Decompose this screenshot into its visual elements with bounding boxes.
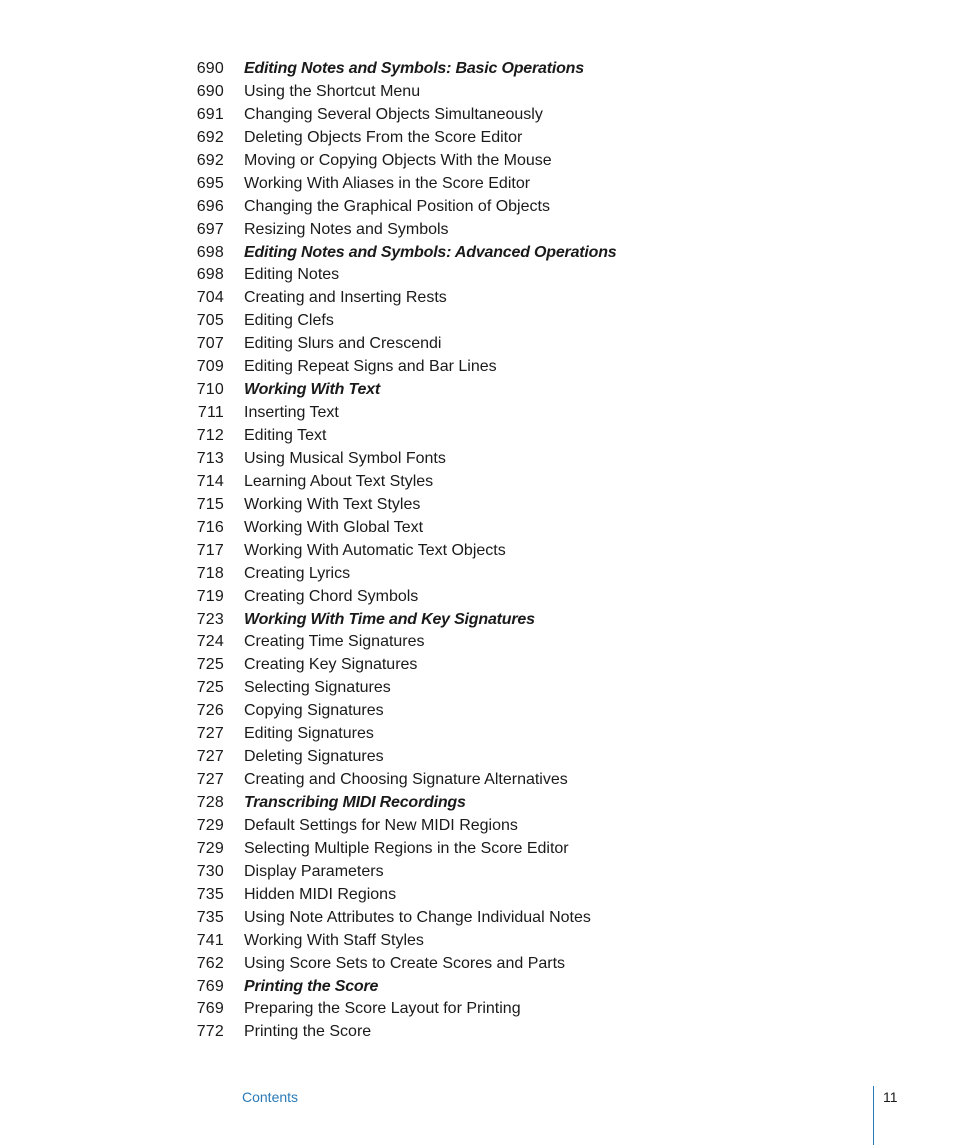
toc-page-number: 723 [196,610,224,628]
toc-page-number: 769 [196,1000,224,1018]
toc-section-heading[interactable] [0,379,954,402]
toc-title: Creating Key Signatures [244,656,418,674]
toc-entry[interactable] [0,425,954,448]
toc-entry[interactable] [0,700,954,723]
toc-title: Editing Notes and Symbols: Advanced Operations [244,243,617,261]
toc-entry[interactable] [0,333,954,356]
toc-title: Using Musical Symbol Fonts [244,449,446,467]
toc-title: Working With Text [244,381,381,399]
footer-contents-link[interactable]: Contents [242,1089,299,1105]
toc-title: Using Note Attributes to Change Individual Notes [244,908,591,926]
toc-title: Changing the Graphical Position of Objects [244,197,550,215]
toc-entry[interactable] [0,769,954,792]
toc-page-number: 690 [196,60,224,77]
toc-entry[interactable] [0,104,954,127]
toc-entry[interactable] [0,907,954,930]
toc-title: Default Settings for New MIDI Regions [244,816,518,834]
toc-page-number: 710 [196,381,224,399]
toc-entry[interactable] [0,677,954,700]
toc-page-number: 735 [196,885,224,903]
toc-entry[interactable] [0,81,954,104]
toc-entry[interactable] [0,127,954,150]
toc-page-number: 724 [196,633,224,651]
toc-section-heading[interactable] [0,242,954,265]
footer-page-number: 11 [883,1089,898,1105]
toc-page-number: 698 [196,243,224,261]
toc-entry[interactable] [0,219,954,242]
toc-section-heading[interactable] [0,792,954,815]
toc-title: Creating Chord Symbols [244,587,419,605]
toc-entry[interactable] [0,264,954,287]
toc-title: Deleting Objects From the Score Editor [244,128,523,146]
toc-page-number: 713 [196,449,224,467]
toc-title: Printing the Score [244,1023,372,1041]
toc-entry[interactable] [0,746,954,769]
toc-title: Printing the Score [244,977,379,995]
toc-title: Working With Automatic Text Objects [244,541,506,559]
toc-title: Creating Lyrics [244,564,351,582]
toc-entry[interactable] [0,953,954,976]
toc-page-number: 728 [196,794,224,811]
toc-page-number: 730 [196,862,224,880]
toc-title: Moving or Copying Objects With the Mouse [244,151,552,169]
toc-page-number: 729 [196,839,224,857]
toc-page-number: 698 [196,266,224,284]
toc-entry[interactable] [0,930,954,953]
toc-entry[interactable] [0,631,954,654]
toc-title: Working With Text Styles [244,495,421,513]
toc-page-number: 715 [196,495,224,513]
toc-entry[interactable] [0,1021,954,1044]
toc-title: Editing Text [244,427,327,444]
toc-page-number: 725 [196,656,224,674]
toc-title: Editing Notes [244,266,340,284]
toc-page-number: 690 [196,82,224,100]
toc-title: Creating and Choosing Signature Alternatives [244,771,568,789]
toc-section-heading[interactable] [0,609,954,632]
toc-page-number: 695 [196,174,224,192]
toc-page-number: 726 [196,702,224,720]
toc-page-number: 727 [196,725,224,743]
toc-title: Copying Signatures [244,702,384,720]
toc-page-number: 741 [196,931,224,949]
toc-page-number: 762 [196,954,224,972]
toc-page-number: 705 [196,312,224,330]
toc-entry[interactable] [0,150,954,173]
toc-title: Deleting Signatures [244,748,384,766]
toc-page-number: 718 [196,564,224,582]
toc-title: Selecting Signatures [244,679,391,697]
toc-page-number: 717 [196,541,224,559]
toc-title: Working With Global Text [244,518,424,536]
toc-entry[interactable] [0,586,954,609]
toc-entry[interactable] [0,540,954,563]
toc-title: Transcribing MIDI Recordings [244,794,466,811]
toc-entry[interactable] [0,563,954,586]
toc-page-number: 719 [196,587,224,605]
toc-title: Creating and Inserting Rests [244,289,447,307]
toc-entry[interactable] [0,723,954,746]
toc-page-number: 716 [196,518,224,536]
toc-entry[interactable] [0,838,954,861]
toc-title: Working With Staff Styles [244,931,424,949]
toc-title: Using Score Sets to Create Scores and Parts [244,954,566,972]
toc-title: Working With Aliases in the Score Editor [244,174,531,192]
toc-title: Changing Several Objects Simultaneously [244,105,543,123]
toc-entry[interactable] [0,654,954,677]
toc-page-number: 692 [196,128,224,146]
toc-title: Hidden MIDI Regions [244,885,397,903]
toc-title: Editing Clefs [244,312,334,330]
toc-page-number: 725 [196,679,224,697]
toc-page-number: 704 [196,289,224,307]
toc-page-number: 712 [196,427,224,444]
toc-page-number: 711 [197,404,224,422]
toc-title: Using the Shortcut Menu [244,82,421,100]
toc-page-number: 697 [196,220,224,238]
toc-title: Inserting Text [244,404,339,422]
toc-page-number: 714 [196,472,224,490]
toc-title: Editing Repeat Signs and Bar Lines [244,358,497,376]
toc-entry[interactable] [0,471,954,494]
toc-title: Display Parameters [244,862,384,880]
toc-title: Editing Notes and Symbols: Basic Operations [244,60,584,77]
toc-page-number: 691 [196,105,224,123]
toc-entry[interactable] [0,448,954,471]
toc-page-number: 729 [196,816,224,834]
toc-title: Selecting Multiple Regions in the Score Editor [244,839,569,857]
toc-entry[interactable] [0,884,954,907]
toc-entry[interactable] [0,356,954,379]
toc-entry[interactable] [0,494,954,517]
toc-entry[interactable] [0,998,954,1021]
toc-title: Resizing Notes and Symbols [244,220,449,238]
toc-page-number: 735 [196,908,224,926]
toc-page-number: 772 [196,1023,224,1041]
toc-entry[interactable] [0,173,954,196]
footer-divider [873,1086,874,1145]
toc-entry[interactable] [0,196,954,219]
toc-section-heading[interactable] [0,58,954,81]
toc-page-number: 696 [196,197,224,215]
toc-page-number: 727 [196,748,224,766]
toc-page-number: 707 [196,335,224,353]
toc-page-number: 769 [196,977,224,995]
toc-entry[interactable] [0,517,954,540]
toc-entry[interactable] [0,287,954,310]
toc-page-number: 709 [196,358,224,376]
toc-entry[interactable] [0,815,954,838]
toc-title: Preparing the Score Layout for Printing [244,1000,521,1018]
toc-page-number: 692 [196,151,224,169]
toc-section-heading[interactable] [0,976,954,999]
toc-title: Learning About Text Styles [244,472,434,490]
table-of-contents [0,58,954,1044]
toc-page-number: 727 [196,771,224,789]
toc-title: Creating Time Signatures [244,633,425,651]
toc-title: Editing Signatures [244,725,374,743]
toc-title: Editing Slurs and Crescendi [244,335,442,353]
toc-entry[interactable] [0,861,954,884]
toc-entry[interactable] [0,402,954,425]
toc-title: Working With Time and Key Signatures [244,610,535,628]
toc-entry[interactable] [0,310,954,333]
